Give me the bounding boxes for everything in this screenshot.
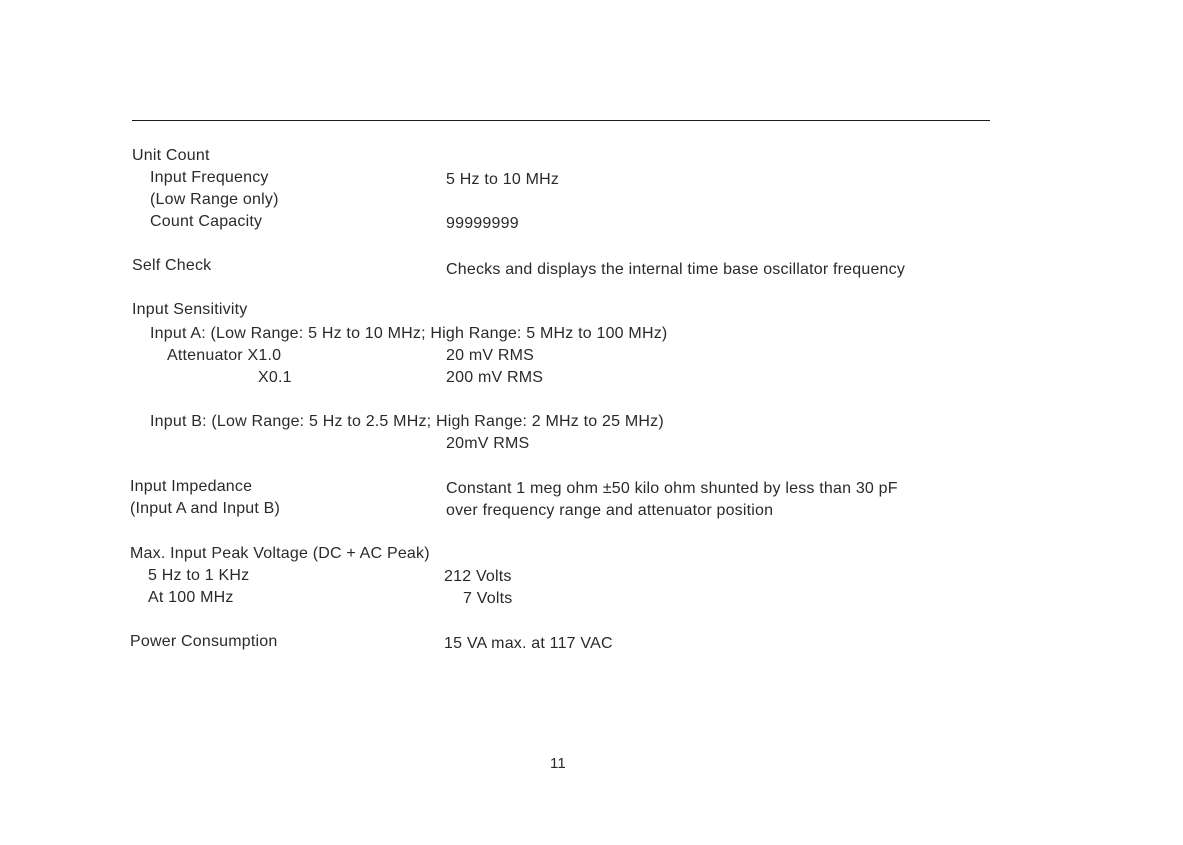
header-rule bbox=[132, 120, 990, 121]
attenuator-x01-label: X0.1 bbox=[258, 369, 292, 386]
max-input-row1-label: 5 Hz to 1 KHz bbox=[148, 567, 250, 584]
attenuator-x10-value: 20 mV RMS bbox=[446, 347, 535, 364]
max-input-row2-value: 7 Volts bbox=[463, 590, 513, 607]
input-b-value: 20mV RMS bbox=[446, 435, 530, 452]
input-impedance-value-line1: Constant 1 meg ohm ±50 kilo ohm shunted by less than 30 pF bbox=[446, 480, 898, 497]
attenuator-x10-label: Attenuator X1.0 bbox=[167, 347, 282, 364]
input-a-line: Input A: (Low Range: 5 Hz to 10 MHz; High Range: 5 MHz to 100 MHz) bbox=[150, 325, 668, 342]
page-number: 11 bbox=[550, 755, 566, 772]
input-impedance-value-line2: over frequency range and attenuator position bbox=[446, 502, 774, 519]
input-frequency-label: Input Frequency bbox=[150, 169, 269, 186]
attenuator-x01-value: 200 mV RMS bbox=[446, 369, 544, 386]
input-impedance-label: Input Impedance bbox=[130, 478, 253, 495]
count-capacity-value: 99999999 bbox=[446, 215, 519, 232]
input-b-line: Input B: (Low Range: 5 Hz to 2.5 MHz; High Range: 2 MHz to 25 MHz) bbox=[150, 413, 664, 430]
input-impedance-note: (Input A and Input B) bbox=[130, 500, 281, 517]
max-input-row2-label: At 100 MHz bbox=[148, 589, 234, 606]
unit-count-heading: Unit Count bbox=[132, 147, 210, 164]
self-check-label: Self Check bbox=[132, 257, 212, 274]
input-frequency-value: 5 Hz to 10 MHz bbox=[446, 171, 560, 188]
max-input-row1-value: 212 Volts bbox=[444, 568, 512, 585]
self-check-value: Checks and displays the internal time base oscillator frequency bbox=[446, 261, 906, 278]
low-range-note: (Low Range only) bbox=[150, 191, 279, 208]
count-capacity-label: Count Capacity bbox=[150, 213, 263, 230]
max-input-heading: Max. Input Peak Voltage (DC + AC Peak) bbox=[130, 545, 430, 562]
power-consumption-label: Power Consumption bbox=[130, 633, 278, 650]
power-consumption-value: 15 VA max. at 117 VAC bbox=[444, 635, 613, 652]
input-sensitivity-heading: Input Sensitivity bbox=[132, 301, 248, 318]
